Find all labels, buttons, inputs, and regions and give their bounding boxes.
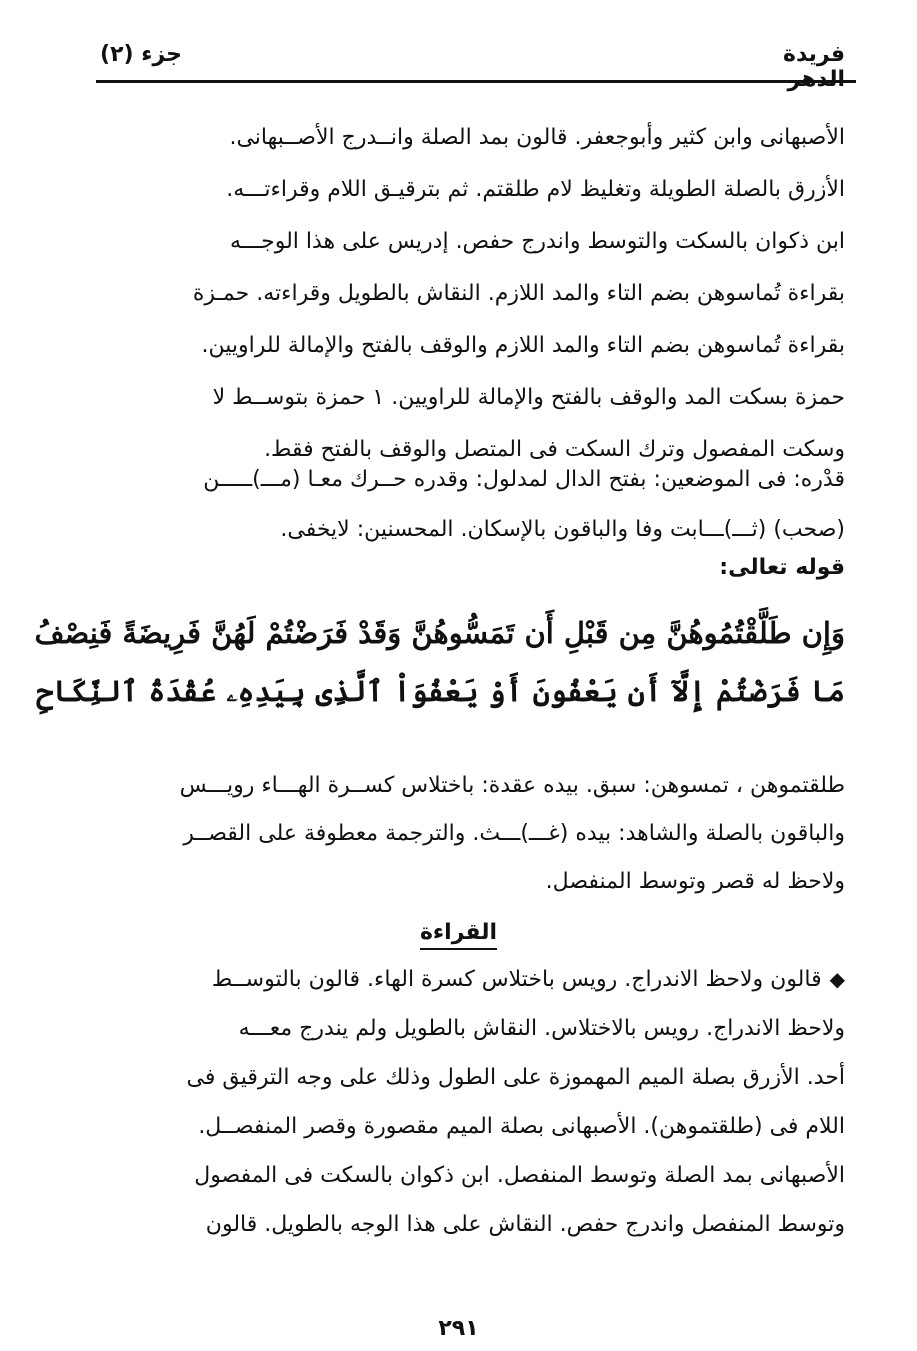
text-line: والباقون بالصلة والشاهد: بيده (غـــ)ـــث. والترجمة معطوفة على القصــر: [183, 821, 845, 846]
verse-heading: قوله تعالى:: [719, 555, 845, 580]
paragraph-2: [97, 455, 845, 555]
text-line: بقراءة تُماسوهن بضم التاء والمد اللازم. النقاش بالطويل وقراءته. حمـزة: [192, 281, 845, 306]
verse-line: وَإِن طَلَّقْتُمُوهُنَّ مِن قَبْلِ أَن تَمَسُّوهُنَّ وَقَدْ فَرَضْتُمْ لَهُنَّ فَرِيضَةً فَنِصْفُ: [34, 616, 845, 650]
volume-label: جزء (٢): [100, 42, 183, 67]
text-line: الأزرق بالصلة الطويلة وتغليظ لام طلقتم. ثم بترقيـق اللام وقراءتـــه.: [226, 177, 845, 202]
paragraph-3: [97, 762, 845, 906]
text-line: بقراءة تُماسوهن بضم التاء والمد اللازم والوقف بالفتح والإمالة للراويين.: [201, 333, 845, 358]
text-line: أحد. الأزرق بصلة الميم المهموزة على الطول وذلك على وجه الترقيق فى: [186, 1065, 845, 1090]
quran-verse: [34, 604, 845, 720]
text-line-content: قالون ولاحظ الاندراج. رويس باختلاس كسرة الهاء. قالون بالتوســط: [211, 967, 822, 992]
verse-line: مَا فَرَضْتُمْ إِلَّآ أَن يَعْفُونَ أَوْ يَعْفُوَاْ ٱلَّذِى بِيَدِهِۦ عُقْدَةُ ٱلنِّكَاحِ: [36, 674, 845, 708]
text-line: طلقتموهن ، تمسوهن: سبق. بيده عقدة: باختلاس كســرة الهـــاء رويـــس: [179, 773, 845, 798]
text-line: ولاحظ له قصر وتوسط المنفصل.: [545, 869, 845, 894]
text-line: (صحب) (ثـــ)ـــابت وفا والباقون بالإسكان. المحسنين: لايخفى.: [280, 517, 845, 542]
section-title: [0, 920, 917, 945]
header-divider: [96, 80, 856, 83]
book-title: فريدة: [782, 42, 845, 67]
text-line: [97, 955, 845, 1004]
text-line: حمزة بسكت المد والوقف بالفتح والإمالة للراويين. ١ حمزة بتوســط لا: [212, 385, 845, 410]
diamond-bullet-icon: ◆: [829, 967, 845, 991]
text-line: وسكت المفصول وترك السكت فى المتصل والوقف بالفتح فقط.: [264, 437, 845, 462]
text-line: الأصبهانى وابن كثير وأبوجعفر. قالون بمد الصلة وانــدرج الأصــبهانى.: [229, 125, 845, 150]
text-line: وتوسط المنفصل واندرج حفص. النقاش على هذا الوجه بالطويل. قالون: [205, 1212, 845, 1237]
section-title-text: القراءة: [420, 920, 497, 950]
text-line: ابن ذكوان بالسكت والتوسط واندرج حفص. إدريس على هذا الوجـــه: [229, 229, 845, 254]
text-line: قدْره: فى الموضعين: بفتح الدال لمدلول: وقدره حــرك معـا (مـــ)ـــــن: [203, 467, 845, 492]
page-number: ٢٩١: [438, 1316, 479, 1341]
paragraph-1: [97, 112, 845, 476]
text-line: الأصبهانى بمد الصلة وتوسط المنفصل. ابن ذكوان بالسكت فى المفصول: [194, 1163, 845, 1188]
paragraph-4: [97, 955, 845, 1249]
text-line: ولاحظ الاندراج. رويس بالاختلاس. النقاش بالطويل ولم يندرج معـــه: [238, 1016, 845, 1041]
text-line: اللام فى (طلقتموهن). الأصبهانى بصلة الميم مقصورة وقصر المنفصــل.: [198, 1114, 845, 1139]
